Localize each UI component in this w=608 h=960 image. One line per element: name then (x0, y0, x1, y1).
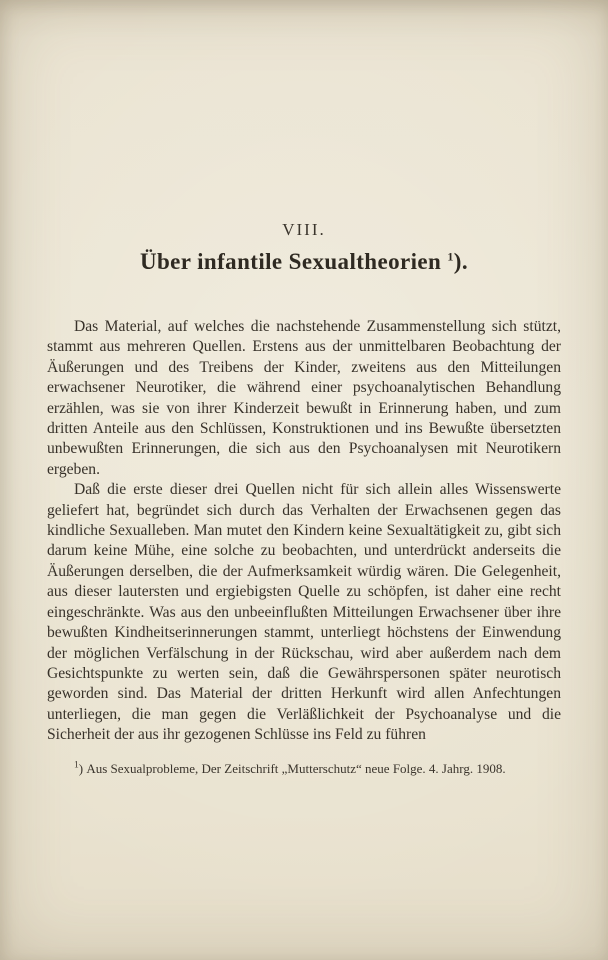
chapter-title (47, 249, 561, 275)
chapter-title-text: Über infantile Sexualtheorien (139, 249, 442, 274)
footnote-marker-suffix: ) (78, 760, 84, 776)
footnote-reference-marker: 1 (447, 249, 454, 264)
chapter-number: VIII. (282, 220, 326, 239)
body-paragraph-2: Daß die erste dieser drei Quellen nicht für sich allein alles Wissenswerte geliefert hat, begründet sich durch das Verhalten der Erwachsenen gegen das kindliche Sexualleben. Man mutet den Kindern keine Sexualtätigkeit zu, gibt sich darum keine Mühe, eine solche zu beobachten, und unterdrückt anderseits die Äußerungen derselben, die der Aufmerksamkeit würdig wären. Die Gelegenheit, aus dieser lautersten und ergiebigsten Quelle zu schöpfen, ist daher eine recht eingeschränkte. Was aus den unbeeinflußten Mitteilungen Erwachsener über ihre bewußten Kindheitserinnerungen stammt, unterliegt höchstens der Einwendung der möglichen Verfälschung in der Rückschau, wird aber außerdem nach dem Gesichtspunkte zu werten sein, daß die Gewährspersonen später neurotisch geworden sind. Das Material der dritten Herkunft wird allen Anfechtungen unterliegen, die man gegen die Verläßlichkeit der Psychoanalyse und die Sicherheit der aus ihr gezogenen Schlüsse ins Feld zu führen (47, 481, 561, 744)
footnote (47, 760, 561, 777)
page-text-block (47, 0, 561, 777)
footnote-marker: 1 (74, 760, 79, 771)
footnote-text: Aus Sexualprobleme, Der Zeitschrift „Mutterschutz“ neue Folge. 4. Jahrg. 1908. (86, 760, 506, 776)
chapter-title-suffix: ). (453, 249, 468, 274)
body-paragraph-1: Das Material, auf welches die nachstehende Zusammenstellung sich stützt, stammt aus mehreren Quellen. Erstens aus der unmittelbaren Beobachtung der Äußerungen und des Treibens der Kinder, zweitens aus den Mitteilungen erwachsener Neurotiker, die während einer psychoanalytischen Behandlung erzählen, was sie von ihrer Kinderzeit bewußt in Erinnerung haben, und zum dritten Anteile aus den Schlüssen, Konstruktionen und ins Bewußte übersetzten unbewußten Erinnerungen, die sich aus den Psychoanalysen mit Neurotikern ergeben. (47, 318, 561, 478)
